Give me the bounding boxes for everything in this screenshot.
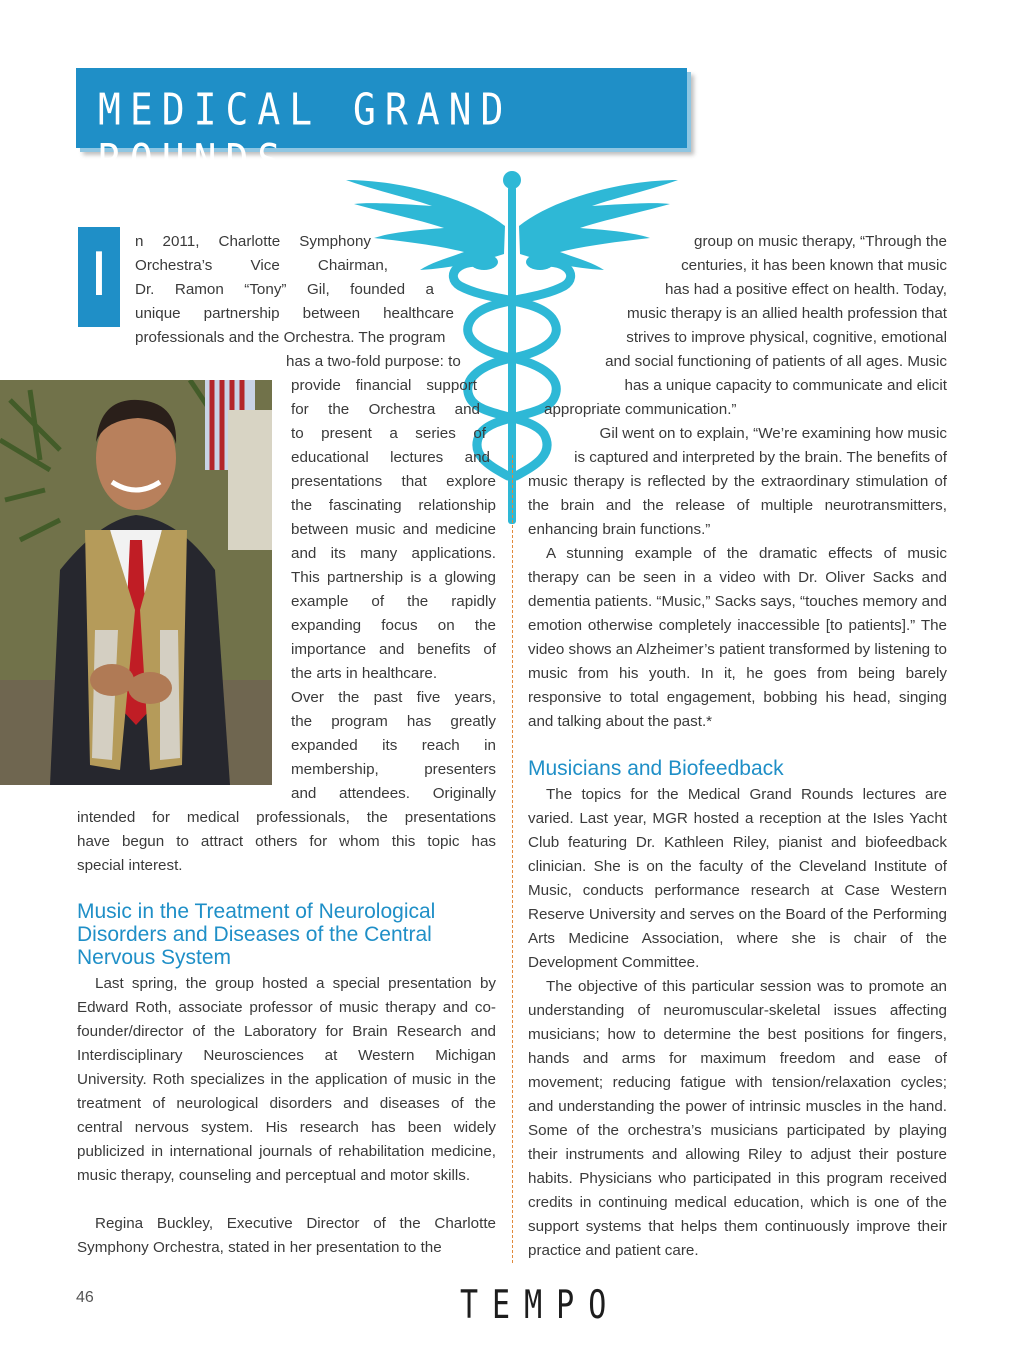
right-line: centuries, it has been known that music (681, 257, 947, 274)
intro-line: the fascinating relationship (291, 497, 496, 514)
intro-line: between music and medicine (291, 521, 496, 538)
drop-cap: I (78, 227, 120, 327)
right-lines-top (528, 230, 947, 398)
intro-line: the arts in healthcare. (291, 665, 438, 682)
section-heading-neurology: Music in the Treatment of Neurological Disorders and Diseases of the Central Nervous System (77, 900, 436, 969)
page-title: MEDICAL GRAND ROUNDS (98, 84, 513, 186)
right-paragraph-e: music therapy is reflected by the extraordinary stimulation of the brain and the release of multiple neurotransmitters, enhancing brain functions.” (528, 473, 947, 538)
right-line: group on music therapy, “Through the (694, 233, 947, 250)
intro-line: Dr. Ramon “Tony” Gil, founded a (135, 281, 434, 298)
intro-line: to present a series of (291, 425, 486, 442)
intro-line: educational lectures and (291, 449, 490, 466)
section2-paragraph-1: The topics for the Medical Grand Rounds lectures are varied. Last year, MGR hosted a reception at the Isles Yacht Club featuring Dr. Kathleen Riley, pianist and biofeedback clinician. She is on the faculty of the Cleveland Institute of Music, conducts performance research at Case Western Reserve University and serves on the Board of the Performing Arts Medicine Association, where she is chair of the Development Committee. (528, 786, 947, 971)
page-number: 46 (76, 1289, 94, 1306)
intro-line: provide financial support (291, 377, 477, 394)
intro-lines-bottom (77, 806, 496, 878)
intro-line: special interest. (77, 857, 183, 874)
right-line: and social functioning of patients of all ages. Music (605, 353, 947, 370)
intro-line: for the Orchestra and (291, 401, 480, 418)
right-paragraph-f: A stunning example of the dramatic effects of music therapy can be seen in a video with Dr. Oliver Sacks and dementia patients. “Music,” Sacks says, “touches memory and emotion otherwise completely inaccessible [to patients].” The video shows an Alzheimer’s patient transformed by listening to music from his youth. In it, he goes from being barely responsive to total engagement, bobbing his head, singing and talking about the past.* (528, 545, 948, 730)
intro-lines-top (135, 230, 454, 326)
magazine-logo: TEMPO (460, 1283, 621, 1329)
right-line: has had a positive effect on health. Today, (664, 281, 947, 298)
intro-line: n 2011, Charlotte Symphony (135, 233, 371, 250)
intro-line: expanded its reach in (291, 737, 496, 754)
intro-line: and attendees. Originally (291, 785, 496, 802)
intro-line: intended for medical professionals, the presentations (77, 809, 496, 826)
intro-line: expanding focus on the (291, 617, 496, 634)
intro-line: unique partnership between healthcare (135, 305, 454, 322)
intro-line: Orchestra’s Vice Chairman, (135, 257, 388, 274)
right-line: has a unique capacity to communicate and elicit (624, 377, 947, 394)
section1-paragraph-2: Regina Buckley, Executive Director of the Charlotte Symphony Orchestra, stated in her presentation to the (77, 1215, 496, 1256)
intro-line: presentations that explore (291, 473, 496, 490)
section-heading-biofeedback: Musicians and Biofeedback (528, 757, 784, 780)
intro-line: importance and benefits of (291, 641, 496, 658)
right-line: Gil went on to explain, “We’re examining how music (599, 425, 947, 442)
intro-line: and its many applications. (291, 545, 496, 562)
intro-line: has a two-fold purpose: to (286, 353, 461, 370)
right-line: music therapy is an allied health profession that (627, 305, 947, 322)
intro-line: have begun to attract others for whom this topic has (77, 833, 496, 850)
intro-narrow-column (291, 374, 496, 806)
right-line: strives to improve physical, cognitive, emotional (626, 329, 947, 346)
intro-line: membership, presenters (291, 761, 496, 778)
photo-dr-gil (0, 380, 272, 785)
intro-line: the program has greatly (291, 713, 496, 730)
intro-line: This partnership is a glowing (291, 569, 496, 586)
column-divider (512, 455, 513, 1263)
right-line: appropriate communication.” (544, 401, 737, 418)
section1-paragraph-1: Last spring, the group hosted a special presentation by Edward Roth, associate professor of music therapy and co-founder/director of the Laboratory for Brain Research and Interdisciplinary Neurosciences at Western Michigan University. Roth specializes in the application of music in the treatment of neurological disorders and diseases of the central nervous system. His research has been widely publicized in international journals of rehabilitation medicine, music therapy, counseling and perceptual and motor skills. (77, 975, 496, 1184)
section2-paragraph-2: The objective of this particular session was to promote an understanding of neuromuscular-skeletal issues affecting musicians; how to determine the best positions for fingers, hands and arms for maximum freedom and ease of movement; reducing fatigue with tension/relaxation cycles; and understanding the power of intrinsic muscles in the hand. Some of the orchestra’s musicians participated by playing their instruments and allowing Riley to adjust their posture habits. Physicians who participated in this program received credits in continuing medical education, which is one of the support systems that helps them continuously improve their practice and patient care. (528, 978, 947, 1259)
title-banner (76, 68, 687, 186)
intro-line: Over the past five years, (291, 689, 496, 706)
intro-line: professionals and the Orchestra. The program (135, 329, 446, 346)
right-line: is captured and interpreted by the brain. The benefits of (574, 449, 947, 466)
intro-line: example of the rapidly (291, 593, 496, 610)
